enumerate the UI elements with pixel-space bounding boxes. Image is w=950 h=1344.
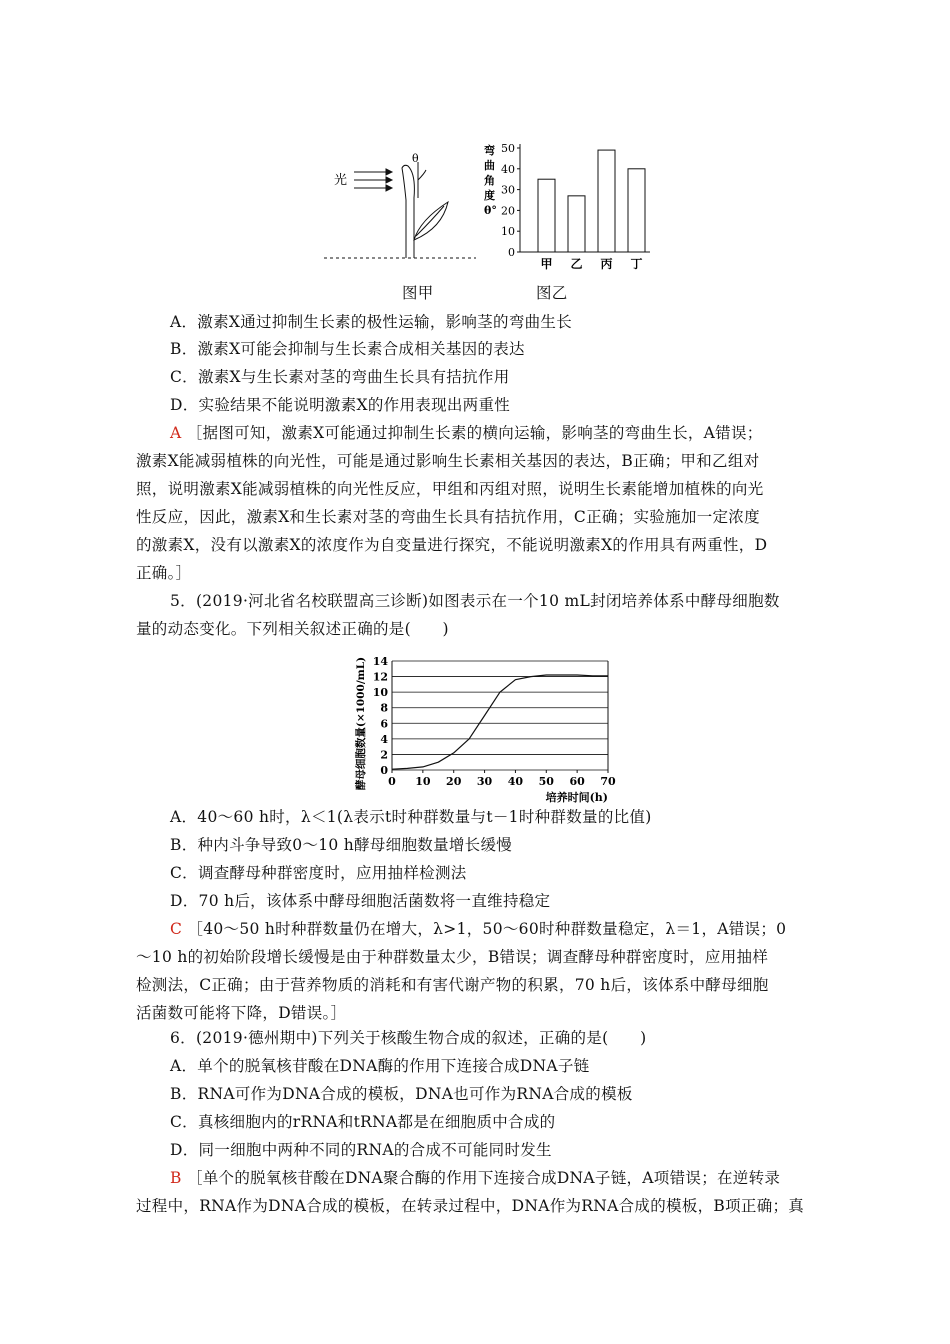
x-axis-label: 培养时间(h) bbox=[545, 791, 608, 804]
bar-chart-bending-angle bbox=[480, 140, 660, 275]
caption-figure-a: 图甲 bbox=[402, 284, 434, 302]
q4-option-c: C．激素X与生长素对茎的弯曲生长具有拮抗作用 bbox=[170, 368, 510, 386]
q5-explanation-2: ～10 h的初始阶段增长缓慢是由于种群数量太少，B错误；调查酵母种群密度时，应用抽样 bbox=[136, 948, 769, 966]
q6-answer-letter: B bbox=[170, 1169, 182, 1187]
plant-stem-icon bbox=[402, 162, 448, 258]
y-tick-label: 30 bbox=[501, 183, 515, 197]
y-axis-label-char: 角 bbox=[484, 174, 495, 187]
q6-stem: 6．(2019·德州期中)下列关于核酸生物合成的叙述，正确的是( ) bbox=[170, 1029, 647, 1047]
q6-explanation-2: 过程中，RNA作为DNA合成的模板，在转录过程中，DNA作为RNA合成的模板，B项正确；真 bbox=[136, 1197, 805, 1215]
y-axis-label-char: θ° bbox=[484, 204, 497, 217]
y-axis-label-char: 曲 bbox=[484, 159, 495, 172]
figure-plant-diagram bbox=[320, 140, 480, 270]
q5-option-d: D．70 h后，该体系中酵母细胞活菌数将一直维持稳定 bbox=[170, 892, 551, 910]
y-tick-label: 10 bbox=[372, 686, 388, 700]
q4-option-a: A．激素X通过抑制生长素的极性运输，影响茎的弯曲生长 bbox=[170, 313, 573, 331]
x-tick-label: 70 bbox=[600, 775, 616, 788]
y-tick-label: 8 bbox=[380, 701, 388, 715]
q4-explanation-5: 的激素X，没有以激素X的浓度作为自变量进行探究，不能说明激素X的作用具有两重性，D bbox=[136, 536, 768, 554]
q5-stem-2: 量的动态变化。下列相关叙述正确的是( ) bbox=[136, 620, 449, 638]
y-tick-label: 12 bbox=[372, 670, 388, 684]
y-tick-label: 20 bbox=[501, 204, 515, 218]
q4-explanation-3: 照，说明激素X能减弱植株的向光性反应，甲组和丙组对照，说明生长素能增加植株的向光 bbox=[136, 480, 764, 498]
y-tick-label: 4 bbox=[380, 732, 388, 746]
light-label: 光 bbox=[334, 173, 348, 188]
theta-label: θ bbox=[412, 152, 419, 165]
y-tick-label: 14 bbox=[372, 655, 388, 668]
light-arrows-icon bbox=[354, 169, 392, 191]
y-axis-label: 酵母细胞数量(×1000/mL) bbox=[355, 656, 367, 791]
x-tick-label: 20 bbox=[446, 775, 462, 788]
q4-explanation-6: 正确。］ bbox=[136, 564, 192, 582]
q5-option-a: A．40～60 h时，λ＜1(λ表示t时种群数量与t－1时种群数量的比值) bbox=[170, 808, 652, 826]
q5-option-b: B．种内斗争导致0～10 h酵母细胞数量增长缓慢 bbox=[170, 836, 513, 854]
x-tick-label: 10 bbox=[415, 775, 431, 788]
y-tick-label: 0 bbox=[508, 246, 515, 259]
q6-option-d: D．同一细胞中两种不同的RNA的合成不可能同时发生 bbox=[170, 1141, 552, 1159]
q6-explanation-1: ［单个的脱氧核苷酸在DNA聚合酶的作用下连接合成DNA子链，A项错误；在逆转录 bbox=[186, 1169, 781, 1187]
q5-explanation-1: ［40～50 h时种群数量仍在增大，λ>1，50～60时种群数量稳定，λ＝1，A错误；0 bbox=[187, 920, 787, 938]
q4-explanation-1: ［据图可知，激素X可能通过抑制生长素的横向运输，影响茎的弯曲生长，A错误； bbox=[186, 424, 763, 442]
q6-option-a: A．单个的脱氧核苷酸在DNA酶的作用下连接合成DNA子链 bbox=[170, 1057, 590, 1075]
q5-answer-line-1 bbox=[170, 919, 786, 939]
x-tick-label: 乙 bbox=[570, 257, 583, 271]
y-tick-label: 50 bbox=[501, 142, 515, 155]
y-axis-label-char: 弯 bbox=[484, 144, 495, 157]
q5-explanation-3: 检测法，C正确；由于营养物质的消耗和有害代谢产物的积累，70 h后，该体系中酵母细胞 bbox=[136, 976, 769, 994]
y-tick-label: 40 bbox=[501, 162, 515, 176]
x-tick-label: 30 bbox=[476, 775, 493, 788]
caption-figure-b: 图乙 bbox=[536, 284, 568, 302]
q5-stem-1: 5．(2019·河北省名校联盟高三诊断)如图表示在一个10 mL封闭培养体系中酵母细胞数 bbox=[170, 592, 780, 610]
x-tick-label: 50 bbox=[538, 775, 554, 788]
q6-option-b: B．RNA可作为DNA合成的模板，DNA也可作为RNA合成的模板 bbox=[170, 1085, 633, 1103]
x-tick-label: 丙 bbox=[600, 257, 613, 271]
q4-option-d: D．实验结果不能说明激素X的作用表现出两重性 bbox=[170, 396, 511, 414]
q4-option-b: B．激素X可能会抑制与生长素合成相关基因的表达 bbox=[170, 340, 525, 358]
q5-explanation-4: 活菌数可能将下降，D错误。］ bbox=[136, 1004, 347, 1022]
line-chart-yeast-count bbox=[340, 645, 630, 805]
bar bbox=[568, 196, 585, 252]
x-tick-label: 丁 bbox=[630, 257, 643, 271]
bar bbox=[538, 179, 555, 252]
q4-explanation-4: 性反应，因此，激素X和生长素对茎的弯曲生长具有拮抗作用，C正确；实验施加一定浓度 bbox=[136, 508, 760, 526]
y-axis-label-char: 度 bbox=[484, 189, 495, 202]
q4-explanation-2: 激素X能减弱植株的向光性，可能是通过影响生长素相关基因的表达，B正确；甲和乙组对 bbox=[136, 452, 760, 470]
x-tick-label: 40 bbox=[507, 775, 524, 788]
q5-option-c: C．调查酵母种群密度时，应用抽样检测法 bbox=[170, 864, 467, 882]
q6-option-c: C．真核细胞内的rRNA和tRNA都是在细胞质中合成的 bbox=[170, 1113, 556, 1131]
bar bbox=[598, 150, 615, 252]
q5-answer-letter: C bbox=[170, 920, 183, 938]
q6-answer-line-1 bbox=[170, 1168, 780, 1188]
bar bbox=[628, 169, 645, 252]
y-tick-label: 2 bbox=[380, 748, 388, 762]
y-tick-label: 0 bbox=[380, 764, 388, 777]
y-tick-label: 6 bbox=[380, 717, 388, 731]
x-tick-label: 0 bbox=[388, 775, 396, 788]
series-line bbox=[392, 675, 608, 769]
q4-answer-line-1 bbox=[170, 423, 763, 443]
y-tick-label: 10 bbox=[501, 225, 515, 239]
x-tick-label: 60 bbox=[569, 775, 585, 788]
q4-answer-letter: A bbox=[170, 424, 182, 442]
x-tick-label: 甲 bbox=[540, 257, 553, 271]
